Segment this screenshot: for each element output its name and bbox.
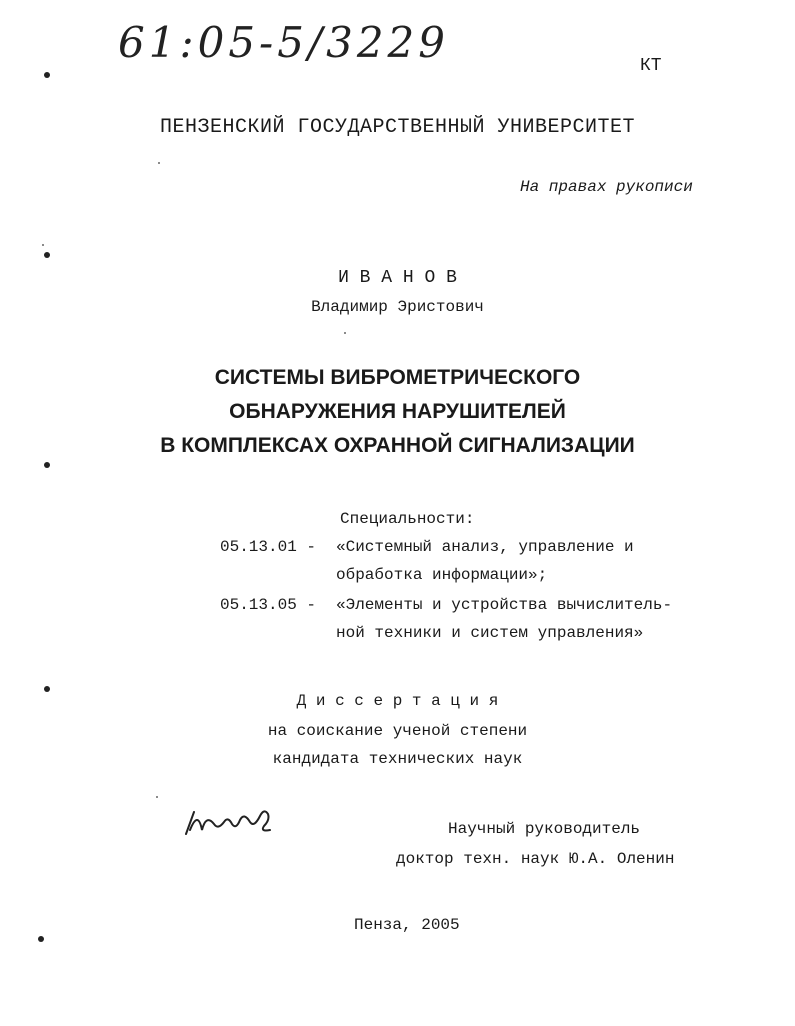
- title-line-1: СИСТЕМЫ ВИБРОМЕТРИЧЕСКОГО: [214, 366, 581, 389]
- speck: [42, 244, 44, 246]
- specialty-description: обработка информации»;: [336, 566, 548, 584]
- specialty-description: «Системный анализ, управление и: [336, 538, 634, 556]
- specialty-code: 05.13.05 -: [220, 596, 317, 614]
- manuscript-note: На правах рукописи: [520, 178, 693, 196]
- corner-mark: КТ: [640, 56, 662, 76]
- specialty-description: «Элементы и устройства вычислитель-: [336, 596, 673, 614]
- supervisor-name: доктор техн. наук Ю.А. Оленин: [396, 850, 675, 868]
- margin-dot: [44, 252, 50, 258]
- specialty-description: ной техники и систем управления»: [336, 624, 644, 642]
- place-year: Пенза, 2005: [354, 916, 460, 934]
- dissertation-heading: Д и с с е р т а ц и я: [296, 692, 499, 710]
- specialties-heading: Специальности:: [340, 510, 475, 528]
- author-name: Владимир Эристович: [311, 298, 484, 316]
- signature-scribble-icon: [180, 800, 280, 844]
- title-line-2: ОБНАРУЖЕНИЯ НАРУШИТЕЛЕЙ: [229, 400, 566, 423]
- signature: [180, 800, 280, 849]
- title-line-3: В КОМПЛЕКСАХ ОХРАННОЙ СИГНАЛИЗАЦИИ: [160, 434, 635, 457]
- author-surname: И В А Н О В: [338, 268, 457, 288]
- margin-dot: [44, 462, 50, 468]
- margin-dot: [44, 72, 50, 78]
- speck: [158, 162, 160, 164]
- university-name: ПЕНЗЕНСКИЙ ГОСУДАРСТВЕННЫЙ УНИВЕРСИТЕТ: [159, 116, 636, 139]
- archive-number: 61:05-5/3229: [118, 18, 449, 67]
- dissertation-degree-line: на соискание ученой степени: [267, 722, 528, 740]
- speck: [156, 796, 158, 798]
- dissertation-degree-line: кандидата технических наук: [272, 750, 523, 768]
- specialty-code: 05.13.01 -: [220, 538, 317, 556]
- supervisor-label: Научный руководитель: [448, 820, 641, 838]
- speck: [344, 332, 346, 334]
- margin-dot: [38, 936, 44, 942]
